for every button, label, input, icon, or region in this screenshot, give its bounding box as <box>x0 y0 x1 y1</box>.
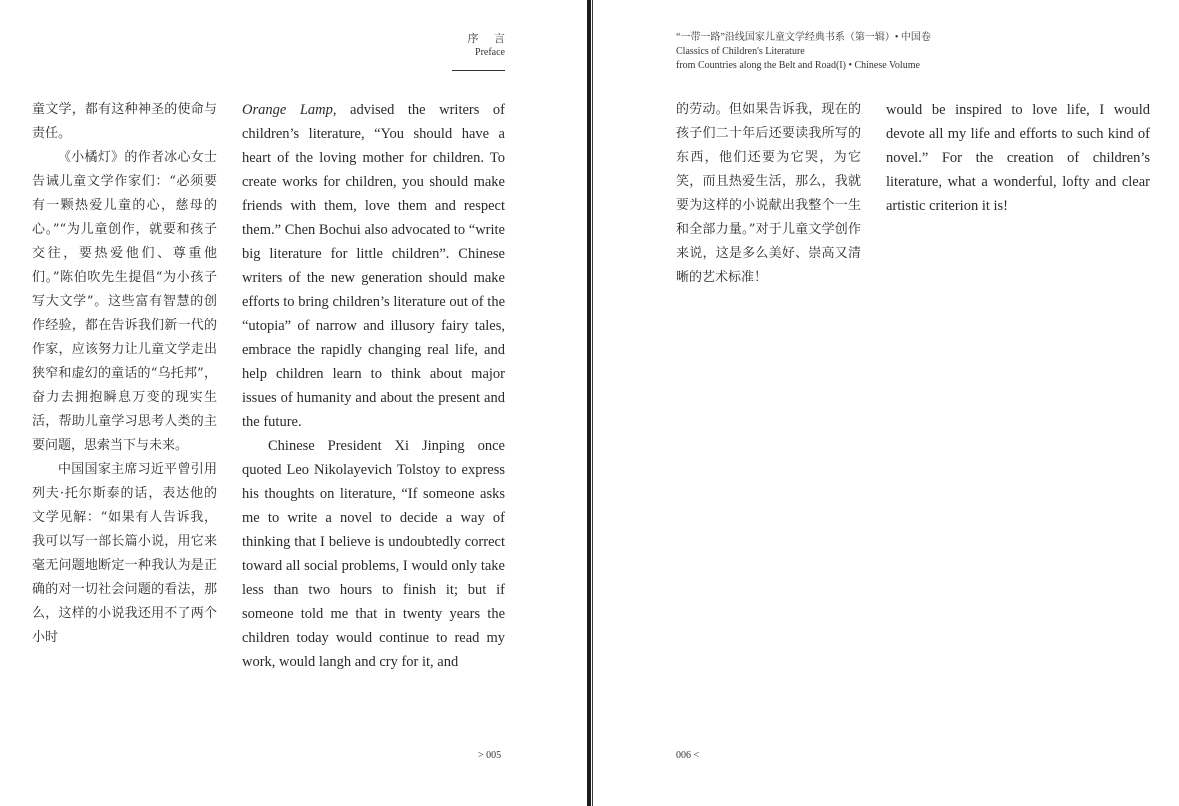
spine-line-thin <box>592 0 593 806</box>
series-title-en-line1: Classics of Children's Literature <box>676 46 805 57</box>
english-paragraph: Chinese President Xi Jinping once quoted Leo Nikolayevich Tolstoy to express his thoughts on literature, “If someone asks me to write a novel to decide a way of thinking that I believe is undoubtedly correct toward all social problems, I would only take less than two hours to finish it; but if someone told me that in twenty years the children today would continue to read my work, would langh and cry for it, and <box>242 438 505 670</box>
series-title-en-line2: from Countries along the Belt and Road(I) • Chinese Volume <box>676 60 920 71</box>
left-page <box>0 0 586 806</box>
english-paragraph <box>242 98 505 434</box>
chinese-column-left <box>32 98 217 650</box>
right-page <box>596 0 1179 806</box>
header-rule <box>452 70 505 71</box>
english-column-left <box>242 98 505 674</box>
spine-line-thick <box>587 0 591 806</box>
page-number-right: 006 < <box>676 750 700 761</box>
running-header-left <box>467 31 511 60</box>
chinese-column-right <box>676 98 861 290</box>
book-spine <box>586 0 596 806</box>
page-number-left: > 005 <box>478 750 502 761</box>
header-title-en: Preface <box>475 47 505 58</box>
chinese-paragraph: 中国国家主席习近平曾引用列夫·托尔斯泰的话，表达他的文学见解：“如果有人告诉我，我可以写一部长篇小说，用它来毫无问题地断定一种我认为是正确的对一切社会问题的看法，那么，这样的小说我还用不了两个小时 <box>32 462 217 645</box>
series-title-zh: “一带一路”沿线国家儿童文学经典书系（第一辑）• 中国卷 <box>676 32 931 43</box>
header-title-zh: 序 言 <box>467 32 511 45</box>
chinese-paragraph: 的劳动。但如果告诉我，现在的孩子们二十年后还要读我所写的东西，他们还要为它哭，为它笑，而且热爱生活，那么，我就要为这样的小说献出我整个一生和全部力量。”对于儿童文学创作来说，这是多么美好、崇高又清晰的艺术标准！ <box>676 102 861 285</box>
chinese-paragraph: 童文学，都有这种神圣的使命与责任。 <box>32 102 217 141</box>
english-column-right <box>886 98 1150 218</box>
book-title-italic: Orange Lamp <box>242 102 333 118</box>
running-header-right <box>676 31 931 73</box>
chinese-paragraph: 《小橘灯》的作者冰心女士告诫儿童文学作家们：“必须要有一颗热爱儿童的心，慈母的心。”“为儿童创作，就要和孩子交往，要热爱他们、尊重他们。”陈伯吹先生提倡“为小孩子写大文学”。这些富有智慧的创作经验，都在告诉我们新一代的作家，应该努力让儿童文学走出狭窄和虚幻的童话的“乌托邦”，奋力去拥抱瞬息万变的现实生活，帮助儿童学习思考人类的主要问题，思索当下与未来。 <box>32 150 217 453</box>
english-paragraph: would be inspired to love life, I would devote all my life and efforts to such kind of novel.” For the creation of children’s literature, what a wonderful, lofty and clear artistic criterion it is! <box>886 102 1150 214</box>
english-paragraph-text: , advised the writers of children’s literature, “You should have a heart of the loving mother for children. To create works for children, you should make friends with them, love them and respect them.” Chen Bochui also advocated to “write big literature for little children”. Chinese writers of the new generation should make efforts to bring children’s literature out of the “utopia” of narrow and illusory fairy tales, embrace the rapidly changing real life, and help children learn to think about major issues of humanity and about the present and the future. <box>242 102 505 430</box>
